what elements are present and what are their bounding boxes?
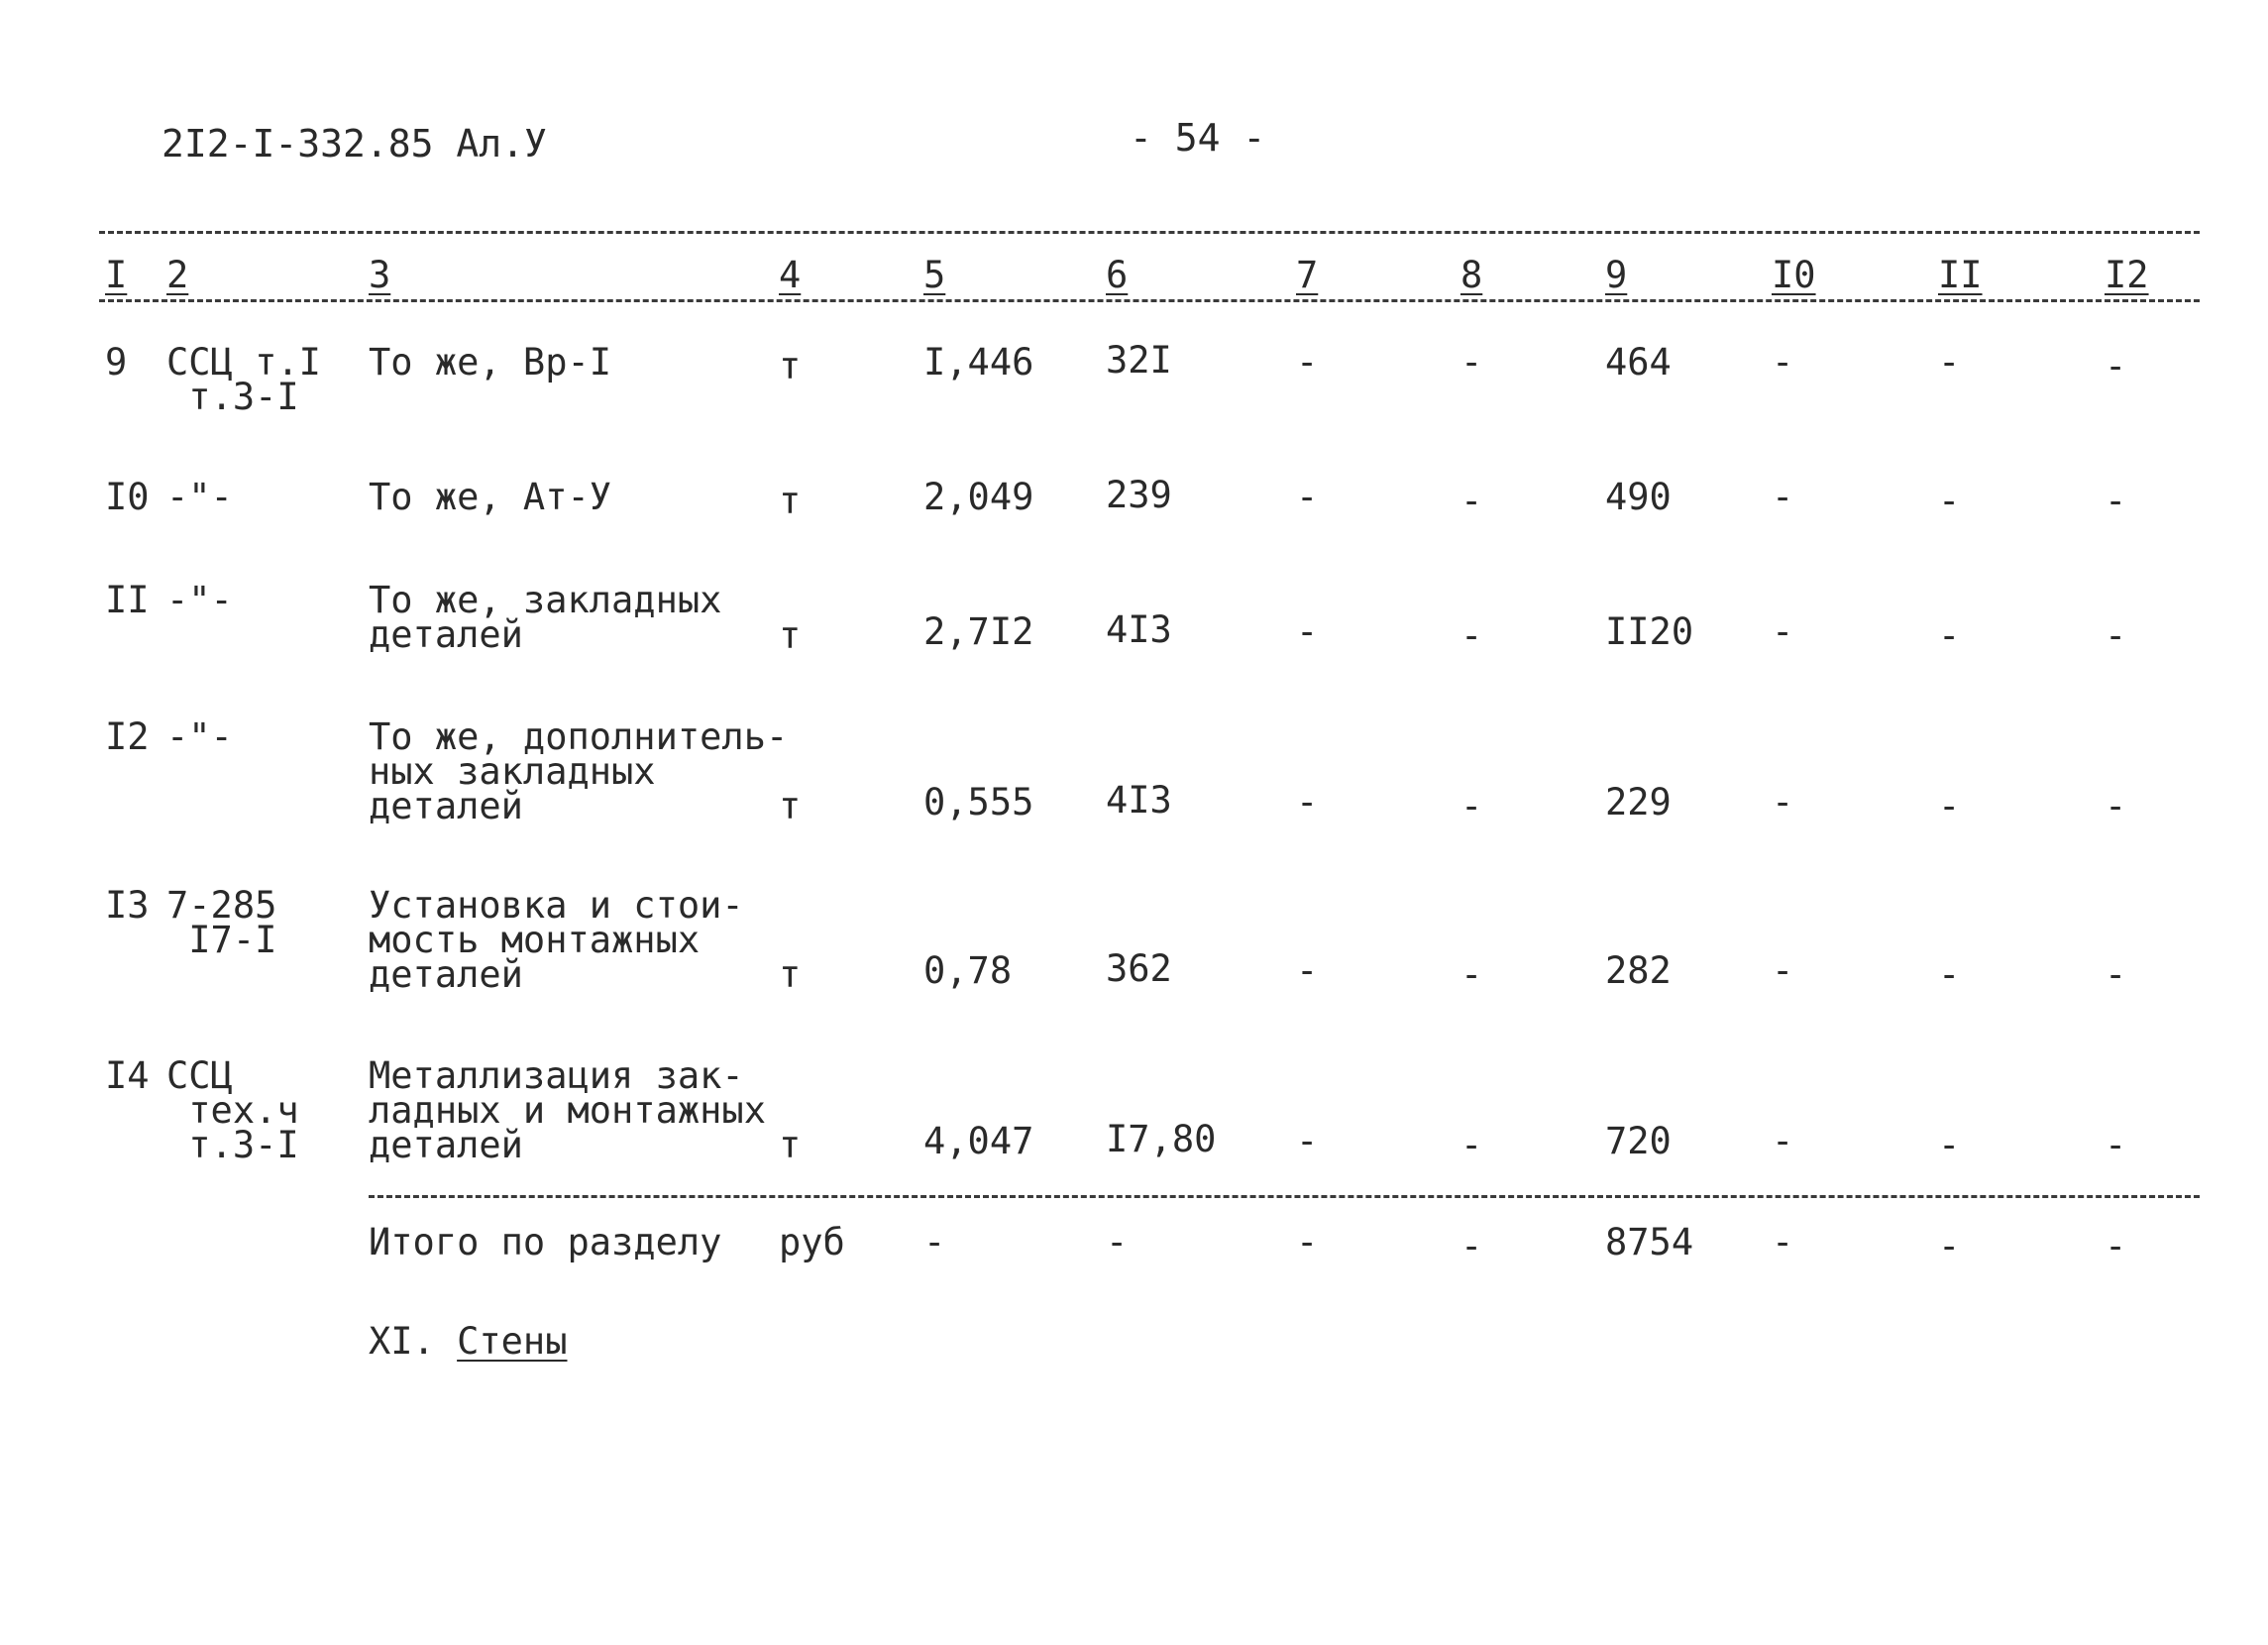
row-quantity: 4,047 [923, 1120, 1034, 1162]
row-price: I7,80 [1106, 1118, 1217, 1160]
row-description: Установка и стои- мость монтажных деталей [369, 884, 744, 996]
row-col11: - [1938, 480, 1961, 522]
row-col9: 464 [1605, 341, 1672, 384]
row-col11: - [1938, 614, 1961, 657]
row-description: То же, закладных деталей [369, 579, 722, 656]
row-price: 362 [1106, 947, 1172, 990]
row-description: То же, Ат-У [369, 476, 612, 518]
column-header: II [1938, 254, 1983, 296]
row-reference: -"- [166, 476, 233, 518]
row-quantity: 2,049 [923, 476, 1034, 518]
column-header: I [105, 254, 128, 296]
row-number: I4 [105, 1054, 150, 1097]
document-code: 2I2-I-332.85 Ал.У [162, 122, 547, 165]
row-col8: - [1460, 341, 1483, 384]
page-number: - 54 - [1130, 116, 1266, 160]
row-col7: - [1296, 1120, 1319, 1162]
row-quantity: 0,555 [923, 781, 1034, 823]
row-col9: 490 [1605, 476, 1672, 518]
column-header: 4 [779, 254, 802, 296]
row-col12: - [2105, 614, 2127, 657]
total-rule [369, 1195, 2200, 1198]
section-title: Стены [457, 1320, 568, 1363]
column-header: 9 [1605, 254, 1628, 296]
row-col8: - [1460, 480, 1483, 522]
row-description: Металлизация зак- ладных и монтажных деталей [369, 1054, 766, 1166]
total-col6: - [1106, 1221, 1129, 1263]
row-col7: - [1296, 781, 1319, 823]
column-header: 7 [1296, 254, 1319, 296]
total-col8: - [1460, 1225, 1483, 1267]
row-description: То же, дополнитель- ных закладных деталей [369, 715, 789, 827]
column-header: I0 [1772, 254, 1816, 296]
total-col10: - [1772, 1221, 1794, 1263]
row-col7: - [1296, 476, 1319, 518]
row-reference: ССЦ т.I т.3-I [166, 341, 321, 418]
row-number: II [105, 579, 150, 621]
row-col7: - [1296, 610, 1319, 653]
row-col12: - [2105, 785, 2127, 827]
row-number: I2 [105, 715, 150, 758]
top-rule [99, 231, 2200, 234]
row-col11: - [1938, 785, 1961, 827]
row-col10: - [1772, 1120, 1794, 1162]
column-header: 2 [166, 254, 189, 296]
row-unit: т [779, 345, 802, 387]
total-col5: - [923, 1221, 946, 1263]
row-col10: - [1772, 949, 1794, 992]
row-col8: - [1460, 953, 1483, 996]
row-unit: т [779, 1124, 802, 1166]
row-col9: 282 [1605, 949, 1672, 992]
row-quantity: I,446 [923, 341, 1034, 384]
row-col10: - [1772, 610, 1794, 653]
row-unit: т [779, 785, 802, 827]
row-price: 4I3 [1106, 779, 1172, 822]
row-col11: - [1938, 1124, 1961, 1166]
column-header: 8 [1460, 254, 1483, 296]
row-col10: - [1772, 781, 1794, 823]
row-col7: - [1296, 949, 1319, 992]
row-unit: т [779, 614, 802, 657]
total-unit: руб [779, 1221, 845, 1263]
row-price: 239 [1106, 474, 1172, 516]
row-col12: - [2105, 1124, 2127, 1166]
column-header: 3 [369, 254, 391, 296]
row-col12: - [2105, 953, 2127, 996]
row-col7: - [1296, 341, 1319, 384]
section-heading [369, 1320, 568, 1363]
row-col11: - [1938, 953, 1961, 996]
row-reference: 7-285 I7-I [166, 884, 277, 961]
total-col7: - [1296, 1221, 1319, 1263]
row-quantity: 2,7I2 [923, 610, 1034, 653]
column-header: I2 [2105, 254, 2149, 296]
row-col10: - [1772, 341, 1794, 384]
row-unit: т [779, 480, 802, 522]
row-number: I3 [105, 884, 150, 927]
row-col9: II20 [1605, 610, 1694, 653]
total-label: Итого по разделу [369, 1221, 722, 1263]
row-number: 9 [105, 341, 128, 384]
column-header: 6 [1106, 254, 1129, 296]
total-col9: 8754 [1605, 1221, 1694, 1263]
row-col8: - [1460, 785, 1483, 827]
row-number: I0 [105, 476, 150, 518]
row-col12: - [2105, 345, 2127, 387]
row-quantity: 0,78 [923, 949, 1013, 992]
row-reference: ССЦ тех.ч т.3-I [166, 1054, 299, 1166]
section-number: XI. [369, 1320, 435, 1363]
total-col11: - [1938, 1225, 1961, 1267]
row-reference: -"- [166, 579, 233, 621]
row-col8: - [1460, 614, 1483, 657]
row-col12: - [2105, 480, 2127, 522]
row-unit: т [779, 953, 802, 996]
row-col9: 229 [1605, 781, 1672, 823]
row-col8: - [1460, 1124, 1483, 1166]
header-rule [99, 299, 2200, 302]
column-header: 5 [923, 254, 946, 296]
row-col10: - [1772, 476, 1794, 518]
row-price: 4I3 [1106, 608, 1172, 651]
row-col11: - [1938, 341, 1961, 384]
row-reference: -"- [166, 715, 233, 758]
total-col12: - [2105, 1225, 2127, 1267]
row-price: 32I [1106, 339, 1172, 382]
row-col9: 720 [1605, 1120, 1672, 1162]
row-description: То же, Вр-I [369, 341, 612, 384]
